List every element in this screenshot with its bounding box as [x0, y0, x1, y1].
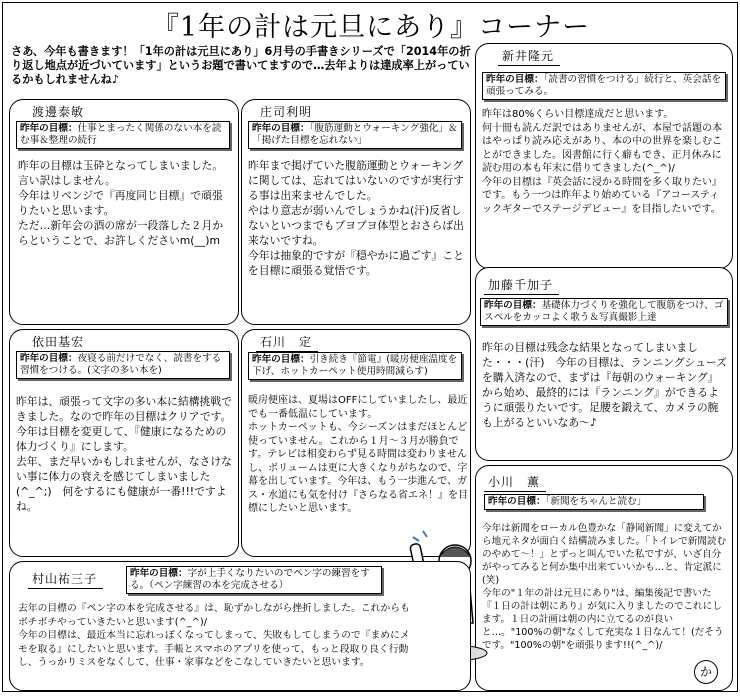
last-year-goal: [16, 121, 230, 149]
goal-label: 昨年の目標：: [252, 123, 310, 134]
entry-body: 今年は新聞をローカル色豊かな「静岡新聞」に変えてから地元ネタが面白く結構読みました。「トイレで新聞読むのやめて～！」とずっと叫んでいた私ですが、いざ自分がやってみると何か集中出来ていいかも…と、肯定派に(笑) 今年の"１年の計は元旦にあり"は、編集後記で書いた『１日の計は朝にあり』が気に入りましたのでこれにします。１日の計画は朝の内に立てるのが良いと…。"100%の朝"なくして充実な１日なんて！(だそうです。"100%の朝"を頑張ります!!(^_^)/: [482, 523, 727, 651]
entry-body: 昨年は、頑張って文字の多い本に結構挑戦できました。なので昨年の目標はクリアです。 今年は目標を変更して、『健康になるための体力づくり』にします。 去年、まだ早いかもしれませんが、なさけない事に体力の衰えを感じてしまいました(^_^;) 何をするにも健康が一番!!!ですよね。: [16, 395, 232, 513]
goal-text: 夜寝る前だけでなく、読書をする習慣をつける。(文字の多い本を): [20, 353, 222, 376]
entry-body: 昨年は80%くらい目標達成だと思います。 何十冊も読んだ訳ではありませんが、本屋で話題の本はやっぱり読み応えがあり、本の中の世界を楽しむことができました。図書館に行く癖もでき、正月休みに読む用の本も年末に借りてきました(^_^)/ 今年の目標は『英会話に浸かる時間を多く取りたい』です。もう一つは昨年より始めている『アコースティックギターでステージデビュー』を目指したいです。: [482, 109, 722, 215]
last-year-goal: [248, 121, 462, 149]
entry-card-arai: [475, 43, 733, 269]
entry-name: 村山祐三子: [28, 570, 103, 589]
entry-name: 小川 薫: [484, 473, 546, 492]
entry-card-yoda: [9, 329, 239, 557]
goal-label: 昨年の目標：: [20, 353, 78, 364]
newsletter-page: [2, 2, 738, 692]
goal-label: 昨年の目標：: [486, 74, 544, 85]
entry-name: 庄司利明: [256, 103, 318, 122]
goal-label: 昨年の目標：: [488, 496, 546, 507]
goal-label: 昨年の目標：: [130, 568, 188, 579]
last-year-goal: [482, 72, 726, 100]
goal-text: 引き続き『節電』(暖房便座温度を下げ、ホットカーペット使用時間減らす): [252, 354, 458, 377]
entry-card-shoji: [241, 99, 471, 325]
last-year-goal: [484, 494, 704, 510]
entry-card-murayama: [9, 561, 471, 691]
page-title: 『1年の計は元旦にあり』コーナー: [151, 12, 591, 43]
goal-label: 昨年の目標：: [20, 123, 78, 134]
entry-card-kato: [475, 267, 733, 461]
entry-body: 昨年まで掲げていた腹筋運動とウォーキングに関しては、忘れてはいないのですが実行する事は出来ませんでした。 やはり意志が弱いんでしょうかね(汗)反省しないといつまでもブヨブヨ体型とおさらば出来ないですね。 今年は抽象的ですが『穏やかに過ごす』ことを目標に頑張る覚悟です。: [248, 159, 464, 277]
goal-text: 「読書の習慣をつける」続行と、英会話を頑張ってみる。: [486, 74, 722, 97]
entry-body: 暖房便座は、夏場はOFFにしていましたし、最近でも一番低温にしています。 ホットカーペットも、今シーズンはまだほとんど使っていません。これから１月～３月が勝負です。テレビは相変わらず見る時間は変わりませんし、ボリュームは更に大きくなりがちなので、字幕を出しています。今年は、もう一歩進んで、ガス・水道にも気を付け『さらなる省エネ！』を目標にしたいと思います。: [248, 395, 468, 514]
goal-text: 「腹筋運動とウォーキング強化」＆「掲げた目標を忘れない」: [252, 123, 458, 146]
entry-name: 加藤千加子: [484, 276, 559, 295]
goal-text: 仕事とまったく関係のない本を読む事＆整理の続行: [20, 123, 222, 146]
last-year-goal: [126, 566, 382, 594]
goal-text: 字が上手くなりたいのでペン字の練習をする。（ペン字練習の本を完成させる）: [130, 568, 370, 591]
corner-badge: か: [694, 660, 718, 684]
last-year-goal: [480, 298, 728, 326]
entry-card-ogawa: [475, 465, 733, 691]
entry-name: 依田基宏: [28, 333, 90, 352]
intro-text: さあ、今年も書きます！「1年の計は元旦にあり」6月号の手書きシリーズで「2014年の折り返し地点が近づいています」というお題で書いてますので…去年よりは達成率上がっているかもしれませんね♪: [11, 45, 471, 86]
goal-text: 基礎体力づくりを強化して腹筋をつけ、ゴスペルをカッコよく歌う＆写真撮影上達: [484, 300, 724, 323]
entry-body: 昨年の目標は残念な結果となってしまいました・・・(汗) 今年の目標は、ランニングシューズを購入済なので、まずは『毎朝のウォーキング』から始め、最終的には『ランニング』ができるように頑張りたいです。足腰を鍛えて、カメラの腕も上がるといいなあ～♪: [482, 341, 727, 429]
entry-name: 石川 定: [256, 333, 318, 352]
goal-label: 昨年の目標：: [484, 300, 542, 311]
entry-name: 新井隆元: [498, 47, 560, 66]
last-year-goal: [248, 352, 462, 380]
goal-text: 「新聞をちゃんと読む」: [545, 496, 647, 507]
entry-name: 渡邊泰敏: [28, 103, 90, 122]
last-year-goal: [16, 351, 230, 379]
goal-label: 昨年の目標：: [252, 354, 310, 365]
entry-body: 去年の目標の『ペン字の本を完成させる』は、恥ずかしながら挫折しました。これからもボチボチやっていきたいと思います(^_^)/ 今年の目標は、最近本当に忘れっぽくなってしまって、失敗もしてしまうので『まめにメモを取る』にしたいと思います。手帳とスマホのアプリを使って、もっと段取り良く行動し、うっかりミスをなくして、仕事・家事などをこなしていきたいと思います。: [18, 603, 410, 668]
entry-body: 昨年の目標は玉砕となってしまいました。言い訳はしません。 今年はリベンジで『再度同じ目標』で頑張りたいと思います。 ただ…新年会の酒の席が一段落した２月からということで、お許しくださいm(__)m: [18, 159, 224, 247]
entry-card-watanabe: [9, 99, 239, 325]
